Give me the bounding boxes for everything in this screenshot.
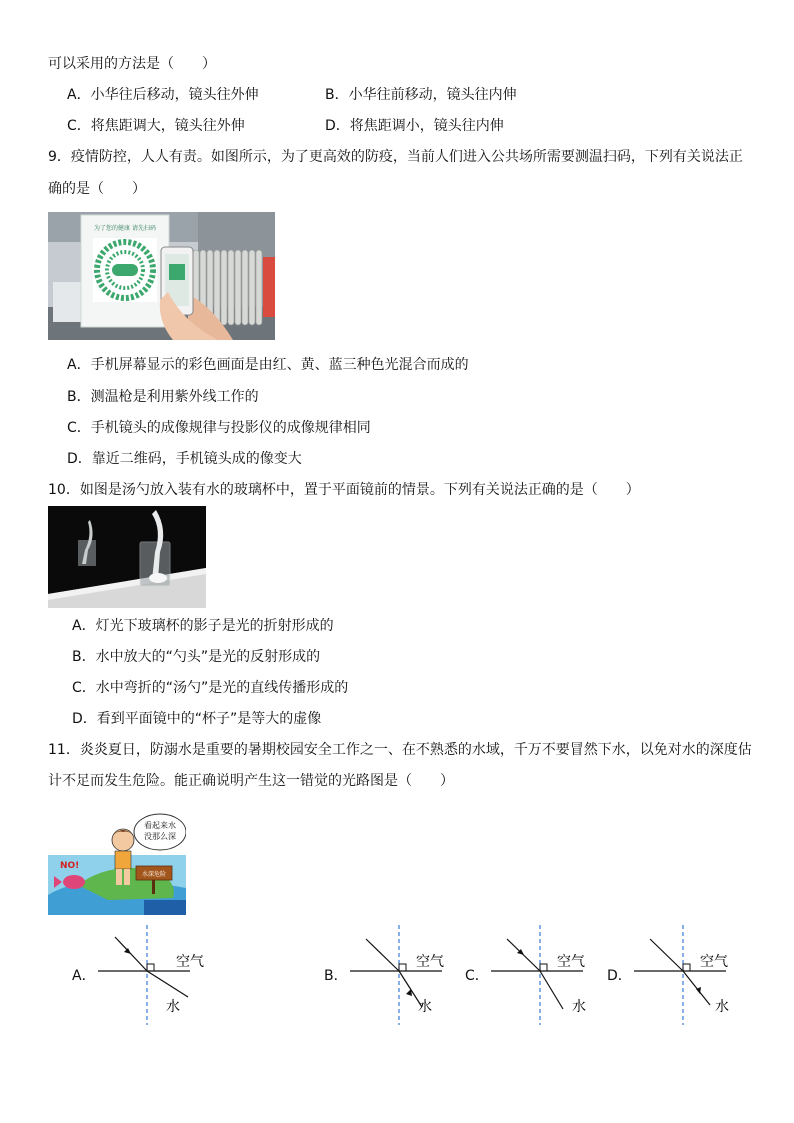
arrow-head xyxy=(406,989,412,996)
q9-poster-text: 为了您的健康 请先扫码 xyxy=(94,225,156,232)
water-label: 水 xyxy=(572,999,586,1015)
q8-option-b[interactable]: B．小华往前移动，镜头往内伸 xyxy=(325,87,517,103)
q11-diagram-option-b-label[interactable]: B． xyxy=(324,968,348,984)
q11-cartoon-drawing xyxy=(48,800,186,915)
q8-option-d[interactable]: D．将焦距调小，镜头往内伸 xyxy=(325,118,504,134)
q9-option-b[interactable]: B．测温枪是利用紫外线工作的 xyxy=(67,389,259,405)
air-label: 空气 xyxy=(557,954,585,970)
q10-option-d[interactable]: D．看到平面镜中的“杯子”是等大的虚像 xyxy=(72,711,322,727)
q11-stem-line2: 计不足而发生危险。能正确说明产生这一错觉的光路图是（ ） xyxy=(48,773,454,789)
q11-diagram-d[interactable] xyxy=(626,925,746,1025)
water-label: 水 xyxy=(166,999,180,1015)
q8-stem-tail: 可以采用的方法是（ ） xyxy=(48,56,216,72)
water-label: 水 xyxy=(715,999,729,1015)
q10-option-b[interactable]: B．水中放大的“勺头”是光的反射形成的 xyxy=(72,649,321,665)
ray-in-water xyxy=(683,971,710,1005)
q9-option-a[interactable]: A．手机屏幕显示的彩色画面是由红、黄、蓝三种色光混合而成的 xyxy=(67,357,469,373)
ray-in-air xyxy=(366,939,399,971)
q10-photo-spoon-glass xyxy=(48,506,206,608)
right-angle-mark xyxy=(399,964,406,971)
q11-diagram-option-d-label[interactable]: D． xyxy=(607,968,632,984)
right-angle-mark xyxy=(683,964,690,971)
q10-option-a[interactable]: A．灯光下玻璃杯的影子是光的折射形成的 xyxy=(72,618,334,634)
q10-option-c[interactable]: C．水中弯折的“汤勺”是光的直线传播形成的 xyxy=(72,680,349,696)
q9-stem-line1: 9．疫情防控，人人有责。如图所示，为了更高效的防疫，当前人们进入公共场所需要测温扫码，下列有关说法正 xyxy=(48,149,743,165)
air-label: 空气 xyxy=(416,954,444,970)
q9-photo-drawing xyxy=(48,212,275,340)
q10-photo-drawing xyxy=(48,506,206,608)
ray-in-air xyxy=(650,939,683,971)
q8-option-a[interactable]: A．小华往后移动，镜头往外伸 xyxy=(67,87,259,103)
refracted-ray xyxy=(147,971,188,997)
air-label: 空气 xyxy=(176,954,204,970)
air-label: 空气 xyxy=(700,954,728,970)
q11-shout-text: NO! xyxy=(60,861,80,871)
q9-option-c[interactable]: C．手机镜头的成像规律与投影仪的成像规律相同 xyxy=(67,420,371,436)
right-angle-mark xyxy=(540,964,547,971)
q11-diagram-b[interactable] xyxy=(342,925,462,1025)
q11-sign-text: 水深危险 xyxy=(141,871,167,878)
q9-photo-qr-scan xyxy=(48,212,275,340)
q11-diagram-option-a-label[interactable]: A． xyxy=(72,968,96,984)
q11-bubble-line2: 没那么深 xyxy=(144,832,176,841)
q11-bubble-line1: 看起来水 xyxy=(144,821,176,830)
refracted-ray xyxy=(540,971,563,1009)
q11-cartoon-drowning-warning xyxy=(48,800,186,915)
water-label: 水 xyxy=(418,999,432,1015)
incident-ray xyxy=(507,939,540,971)
q10-stem: 10．如图是汤勺放入装有水的玻璃杯中，置于平面镜前的情景。下列有关说法正确的是（ ） xyxy=(48,482,640,498)
q9-stem-line2: 确的是（ ） xyxy=(48,181,146,197)
q11-stem-line1: 11．炎炎夏日，防溺水是重要的暑期校园安全工作之一、在不熟悉的水域，千万不要冒然下水，以免对水的深度估 xyxy=(48,742,752,758)
right-angle-mark xyxy=(147,964,154,971)
q11-diagram-c[interactable] xyxy=(483,925,603,1025)
q11-diagram-option-c-label[interactable]: C． xyxy=(465,968,489,984)
arrow-head xyxy=(124,948,131,954)
q8-option-c[interactable]: C．将焦距调大，镜头往外伸 xyxy=(67,118,245,134)
q9-option-d[interactable]: D．靠近二维码，手机镜头成的像变大 xyxy=(67,451,302,467)
q11-diagram-a[interactable] xyxy=(90,925,210,1025)
